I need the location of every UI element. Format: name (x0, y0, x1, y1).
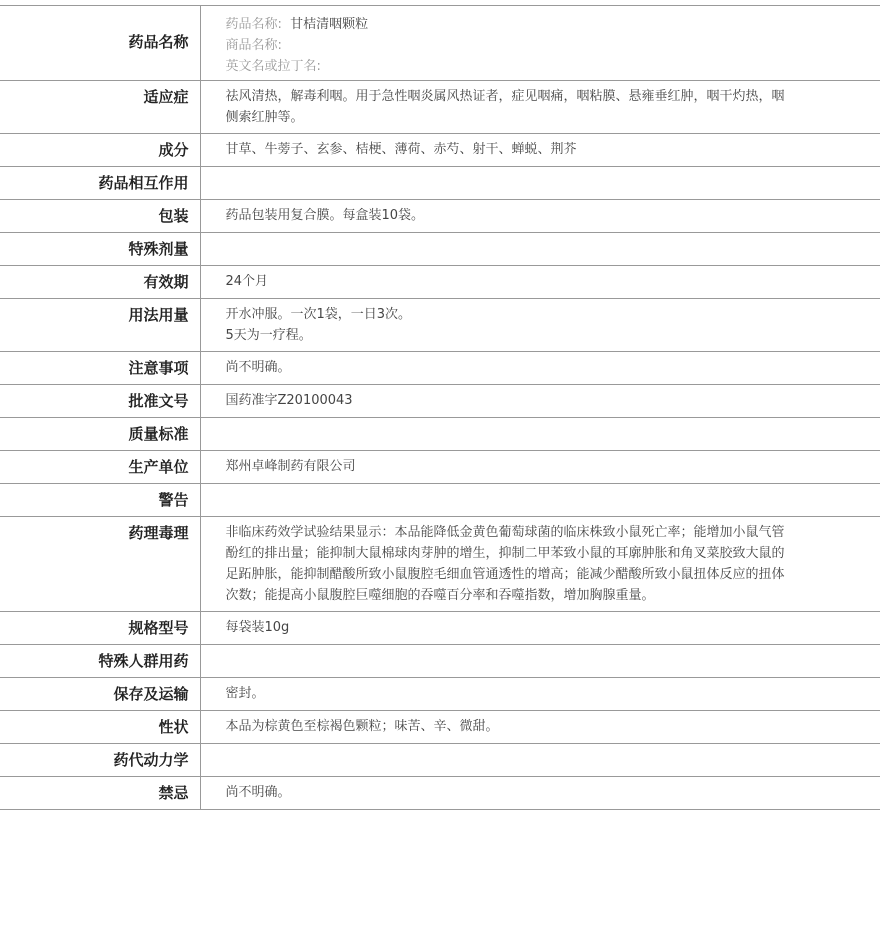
spec-label: 批准文号 (128, 392, 189, 410)
spec-label: 禁忌 (158, 784, 189, 802)
generic-name-key: 药品名称: (225, 17, 282, 32)
spec-value (226, 167, 787, 199)
spec-value: 尚不明确。 (225, 360, 291, 375)
spec-value: 药品包装用复合膜。每盒装10袋。 (225, 208, 425, 223)
spec-value: 祛风清热，解毒利咽。用于急性咽炎属风热证者，症见咽痛，咽粘膜、悬雍垂红肿，咽干灼热，咽侧索红肿等。 (225, 89, 785, 125)
drug-name-label: 药品名称 (128, 33, 189, 51)
english-name-key: 英文名或拉丁名: (225, 59, 321, 74)
spec-value (200, 6, 880, 81)
spec-label: 包装 (158, 207, 189, 225)
spec-row-storage (0, 678, 880, 711)
spec-row-shelf-life (0, 266, 880, 299)
english-name-line (226, 56, 787, 77)
spec-row-ingredients (0, 134, 880, 167)
spec-row-precautions (0, 352, 880, 385)
spec-value: 国药准字Z20100043 (225, 393, 353, 408)
spec-label: 注意事项 (128, 359, 189, 377)
drug-spec-table (0, 5, 880, 810)
spec-label: 适应症 (143, 88, 189, 106)
spec-row-packaging (0, 200, 880, 233)
spec-label (0, 6, 200, 81)
drug-spec-page (0, 5, 880, 810)
spec-value (226, 299, 787, 351)
spec-label: 规格型号 (128, 619, 189, 637)
generic-name-value: 甘桔清咽颗粒 (290, 17, 369, 32)
spec-row-drug-name (0, 6, 880, 81)
spec-label: 药理毒理 (128, 524, 189, 542)
spec-label: 生产单位 (128, 458, 189, 476)
spec-value: 每袋装10g (225, 620, 290, 635)
spec-label: 药代动力学 (113, 751, 189, 769)
spec-value (226, 744, 787, 776)
spec-row-description (0, 711, 880, 744)
spec-label: 特殊人群用药 (98, 652, 189, 670)
spec-row-contraindications (0, 777, 880, 810)
trade-name-key: 商品名称: (225, 38, 282, 53)
spec-value: 尚不明确。 (225, 785, 291, 800)
spec-label: 特殊剂量 (128, 240, 189, 258)
spec-label: 有效期 (143, 273, 189, 291)
spec-row-interactions (0, 167, 880, 200)
spec-row-manufacturer (0, 451, 880, 484)
spec-label: 用法用量 (128, 306, 189, 324)
spec-row-special-dosage (0, 233, 880, 266)
spec-label: 警告 (158, 491, 189, 509)
spec-value: 非临床药效学试验结果显示：本品能降低金黄色葡萄球菌的临床株致小鼠死亡率；能增加小鼠气管酚红的排出量；能抑制大鼠棉球肉芽肿的增生，抑制二甲苯致小鼠的耳廓肿胀和角叉菜胶致大鼠的足跖肿胀，能抑制醋酸所致小鼠腹腔毛细血管通透性的增高；能减少醋酸所致小鼠扭体反应的扭体次数；能提高小鼠腹腔巨噬细胞的吞噬百分率和吞噬指数，增加胸腺重量。 (225, 525, 785, 603)
generic-name-line (226, 14, 787, 35)
spec-row-pharmacology (0, 517, 880, 612)
spec-value: 24个月 (225, 274, 269, 289)
spec-label: 质量标准 (128, 425, 189, 443)
usage-line: 开水冲服。一次1袋，一日3次。 (225, 307, 412, 322)
spec-value (226, 484, 787, 516)
spec-row-warning (0, 484, 880, 517)
spec-value: 甘草、牛蒡子、玄参、桔梗、薄荷、赤芍、射干、蝉蜕、荆芥 (225, 142, 577, 157)
spec-value (226, 418, 787, 450)
spec-value (226, 233, 787, 265)
spec-row-indications (0, 81, 880, 134)
spec-value: 郑州卓峰制药有限公司 (225, 459, 356, 474)
spec-label: 药品相互作用 (98, 174, 189, 192)
spec-row-specification (0, 612, 880, 645)
spec-label: 性状 (158, 718, 189, 736)
spec-value (226, 645, 787, 677)
trade-name-line (226, 35, 787, 56)
spec-value: 密封。 (225, 686, 265, 701)
usage-line: 5天为一疗程。 (225, 328, 312, 343)
spec-label: 成分 (158, 141, 189, 159)
spec-row-usage (0, 299, 880, 352)
spec-value: 本品为棕黄色至棕褐色颗粒；味苦、辛、微甜。 (225, 719, 499, 734)
spec-row-pharmacokinetics (0, 744, 880, 777)
spec-row-special-populations (0, 645, 880, 678)
spec-row-approval-number (0, 385, 880, 418)
spec-row-quality-standard (0, 418, 880, 451)
spec-label: 保存及运输 (113, 685, 189, 703)
